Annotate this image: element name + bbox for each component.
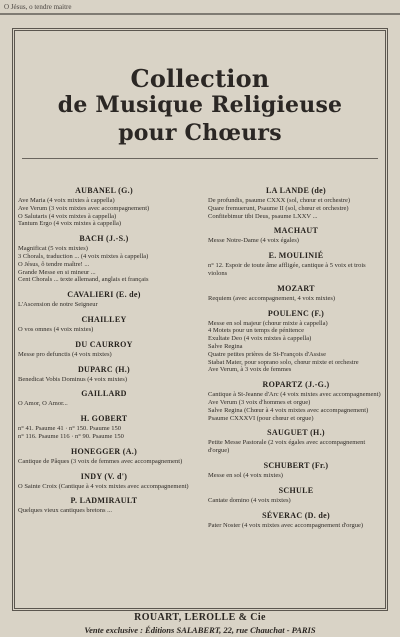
- work-item: n° 41. Psaume 41 · n° 150. Psaume 150: [18, 425, 122, 433]
- work-item: Exultate Deo (4 voix mixtes à cappella): [208, 335, 312, 343]
- composer-group: [208, 380, 384, 422]
- composer-name: POULENC (F.): [267, 308, 325, 318]
- work-item: O Amor, O Amor...: [18, 400, 68, 408]
- header-note: O Jésus, o tendre maitre: [4, 3, 72, 11]
- composer-name: SCHUBERT (Fr.): [263, 460, 329, 470]
- work-item: Petite Messe Pastorale (2 voix égales avec accompagnement d'orgue): [208, 439, 366, 455]
- left-column: [18, 186, 190, 521]
- composer-group: [18, 186, 190, 228]
- composer-group: [208, 486, 384, 505]
- composer-group: [18, 472, 190, 491]
- composer-name: P. LADMIRAULT: [70, 496, 138, 506]
- work-item: 4 Motets pour un temps de pénitence: [208, 327, 305, 335]
- composer-name: SAUGUET (H.): [267, 428, 325, 438]
- composer-name: HONEGGER (A.): [70, 446, 138, 456]
- composer-group: [208, 428, 384, 455]
- composer-group: [208, 309, 384, 375]
- work-item: Cent Chorals ... texte allemand, anglais et français: [18, 276, 149, 284]
- work-item: Stabat Mater, pour soprano solo, chœur mixte et orchestre: [208, 358, 359, 366]
- work-item: Messe Notre-Dame (4 voix égales): [208, 237, 299, 245]
- composer-group: [208, 511, 384, 530]
- work-item: Grande Messe en si mineur ...: [18, 268, 96, 276]
- work-item: Quatre petites prières de St-François d'Assise: [208, 350, 326, 358]
- composer-name: AUBANEL (G.): [75, 186, 133, 195]
- composer-name: CAVALIERI (E. de): [67, 290, 141, 300]
- composer-group: [208, 186, 384, 220]
- composer-name: CHAILLEY: [81, 314, 127, 324]
- composer-group: [208, 251, 384, 278]
- work-item: Ave Maria (4 voix mixtes à cappella): [18, 197, 115, 204]
- composer-name: DUPARC (H.): [77, 364, 131, 374]
- composer-group: [18, 447, 190, 466]
- composer-name: LA LANDE (de): [266, 186, 326, 195]
- composer-name: BACH (J.-S.): [79, 234, 129, 244]
- work-item: De profundis, psaume CXXX (sol, chœur et orchestre): [208, 197, 351, 204]
- work-item: Messe en sol majeur (chœur mixte à cappella): [208, 319, 328, 327]
- composer-group: [18, 234, 190, 284]
- work-item: Salve Regina: [208, 342, 243, 350]
- work-item: 3 Chorals, traduction ... (4 voix mixtes à cappella): [18, 252, 149, 260]
- title-line-2: de Musique Religieuse: [57, 92, 343, 118]
- composer-name: SÉVERAC (D. de): [262, 510, 330, 520]
- work-item: O Salutaris (4 voix mixtes à cappella): [18, 212, 117, 220]
- composer-group: [18, 365, 190, 384]
- work-item: Tantum Ergo (4 voix mixtes à cappella): [18, 220, 122, 228]
- work-item: Ave Verum (3 voix mixtes avec accompagnement): [18, 204, 150, 212]
- work-item: O vos omnes (4 voix mixtes): [18, 325, 94, 333]
- work-item: Quare fremuerunt, Psaume II (sol, chœur et orchestre): [208, 204, 349, 212]
- work-item: Benedicat Vobis Dominus (4 voix mixtes): [18, 375, 127, 383]
- title-block: [12, 28, 388, 156]
- work-item: O Sainte Croix (Cantique à 4 voix mixtes avec accompagnement): [18, 482, 189, 490]
- work-item: Pater Noster (4 voix mixtes avec accompagnement d'orgue): [208, 521, 364, 529]
- work-item: Ave Verum (3 voix d'hommes et orgue): [208, 398, 311, 406]
- work-item: Quelques vieux cantiques bretons ...: [18, 507, 113, 515]
- work-item: Messe pro defunctis (4 voix mixtes): [18, 350, 112, 358]
- header-rule: [0, 13, 400, 15]
- composer-name: DU CAURROY: [75, 339, 133, 349]
- composer-group: [208, 284, 384, 303]
- work-item: Messe en sol (4 voix mixtes): [208, 471, 283, 479]
- composer-name: E. MOULINIÉ: [268, 251, 324, 261]
- work-item: n° 12. Espoir de toute âme affligée, cantique à 5 voix et trois violons: [208, 262, 366, 277]
- composer-group: [18, 414, 190, 441]
- title-line-3: pour Chœurs: [118, 120, 282, 146]
- composer-group: [18, 315, 190, 334]
- composer-group: [208, 226, 384, 245]
- composer-group: [18, 389, 190, 408]
- work-item: Salve Regina (Chœur à 4 voix mixtes avec accompagnement): [208, 406, 369, 414]
- work-item: Cantique de Pâques (3 voix de femmes avec accompagnement): [18, 457, 183, 465]
- work-item: Magnificat (5 voix mixtes): [18, 245, 88, 253]
- title-line-1: Collection: [130, 64, 270, 93]
- composer-name: SCHULE: [278, 485, 314, 495]
- work-item: O Jésus, ô tendre maître! ...: [18, 260, 90, 268]
- composer-name: MACHAUT: [273, 226, 319, 236]
- composer-name: INDY (V. d'): [80, 471, 128, 481]
- composer-name: MOZART: [277, 283, 315, 293]
- work-item: Ave Verum, à 3 voix de femmes: [208, 366, 292, 374]
- work-item: L'Ascension de notre Seigneur: [18, 301, 98, 309]
- composer-group: [18, 340, 190, 359]
- composer-group: [208, 461, 384, 480]
- sales-note: Vente exclusive : Éditions SALABERT, 22, rue Chauchat - PARIS: [84, 625, 316, 635]
- work-item: Psaume CXXXVI (pour chœur et orgue): [208, 414, 314, 422]
- composer-name: ROPARTZ (J.-G.): [262, 380, 330, 390]
- right-column: [208, 186, 384, 535]
- composer-name: H. GOBERT: [80, 414, 128, 424]
- composer-group: [18, 290, 190, 309]
- work-item: n° 116. Psaume 116 · n° 90. Psaume 150: [18, 432, 124, 440]
- publisher-name: ROUART, LEROLLE & Cie: [134, 612, 266, 623]
- work-item: Confitebimur tibi Deus, psaume LXXV ...: [208, 212, 318, 220]
- title-divider: [22, 158, 378, 159]
- composer-group: [18, 496, 190, 515]
- work-item: Requiem (avec accompagnement, 4 voix mixtes): [208, 294, 336, 302]
- work-item: Cantique à St-Jeanne d'Arc (4 voix mixtes avec accompagnement): [208, 391, 381, 399]
- work-item: Cantate domino (4 voix mixtes): [208, 496, 291, 504]
- composer-name: GAILLARD: [81, 389, 127, 399]
